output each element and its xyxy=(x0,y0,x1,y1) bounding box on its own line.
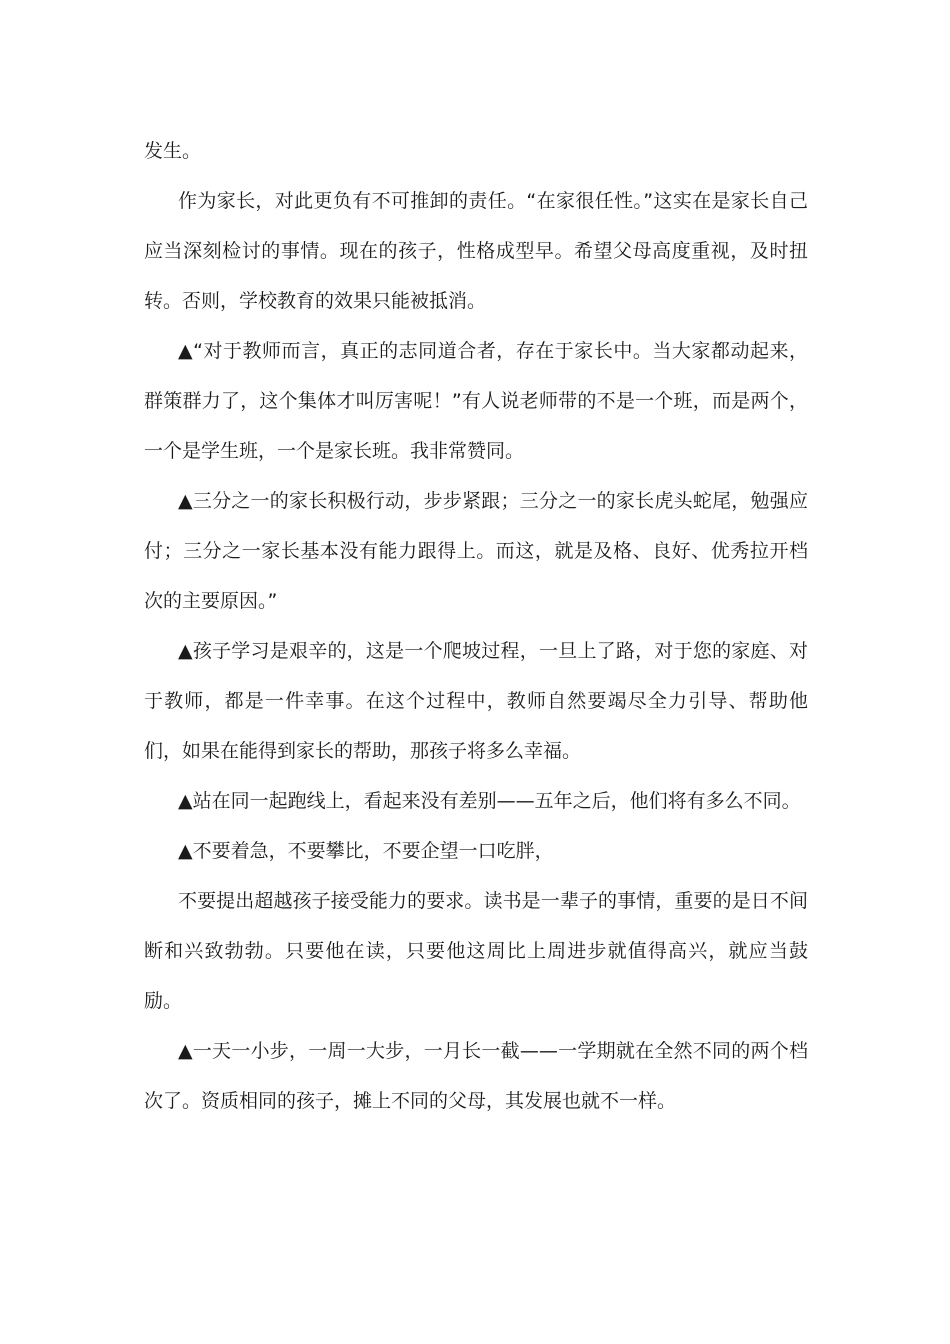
paragraph-small-steps: ▲一天一小步，一周一大步，一月长一截——一学期就在全然不同的两个档次了。资质相同的孩子，摊上不同的父母，其发展也就不一样。 xyxy=(144,1040,808,1112)
document-body xyxy=(144,126,808,1126)
paragraph-parent-responsibility: 作为家长，对此更负有不可推卸的责任。“在家很任性。”这实在是家长自己应当深刻检讨的事情。现在的孩子，性格成型早。希望父母高度重视，及时扭转。否则，学校教育的效果只能被抵消。 xyxy=(144,190,808,312)
paragraph-three-thirds: ▲三分之一的家长积极行动，步步紧跟；三分之一的家长虎头蛇尾，勉强应付；三分之一家长基本没有能力跟得上。而这，就是及格、良好、优秀拉开档次的主要原因。” xyxy=(144,490,808,612)
paragraph-learning-is-hard: ▲孩子学习是艰辛的，这是一个爬坡过程，一旦上了路，对于您的家庭、对于教师，都是一件幸事。在这个过程中，教师自然要竭尽全力引导、帮助他们，如果在能得到家长的帮助，那孩子将多么幸福。 xyxy=(144,640,808,762)
paragraph-continuation: 发生。 xyxy=(144,140,202,162)
paragraph-parents-as-partners: ▲“对于教师而言，真正的志同道合者，存在于家长中。当大家都动起来，群策群力了，这个集体才叫厉害呢！”有人说老师带的不是一个班，而是两个，一个是学生班，一个是家长班。我非常赞同。 xyxy=(144,340,808,462)
paragraph-reading-lifelong: 不要提出超越孩子接受能力的要求。读书是一辈子的事情，重要的是日不间断和兴致勃勃。只要他在读，只要他这周比上周进步就值得高兴，就应当鼓励。 xyxy=(144,890,808,1012)
paragraph-same-starting-line: ▲站在同一起跑线上，看起来没有差别——五年之后，他们将有多么不同。 xyxy=(178,790,801,812)
paragraph-do-not-rush: ▲不要着急，不要攀比，不要企望一口吃胖， xyxy=(178,840,554,862)
